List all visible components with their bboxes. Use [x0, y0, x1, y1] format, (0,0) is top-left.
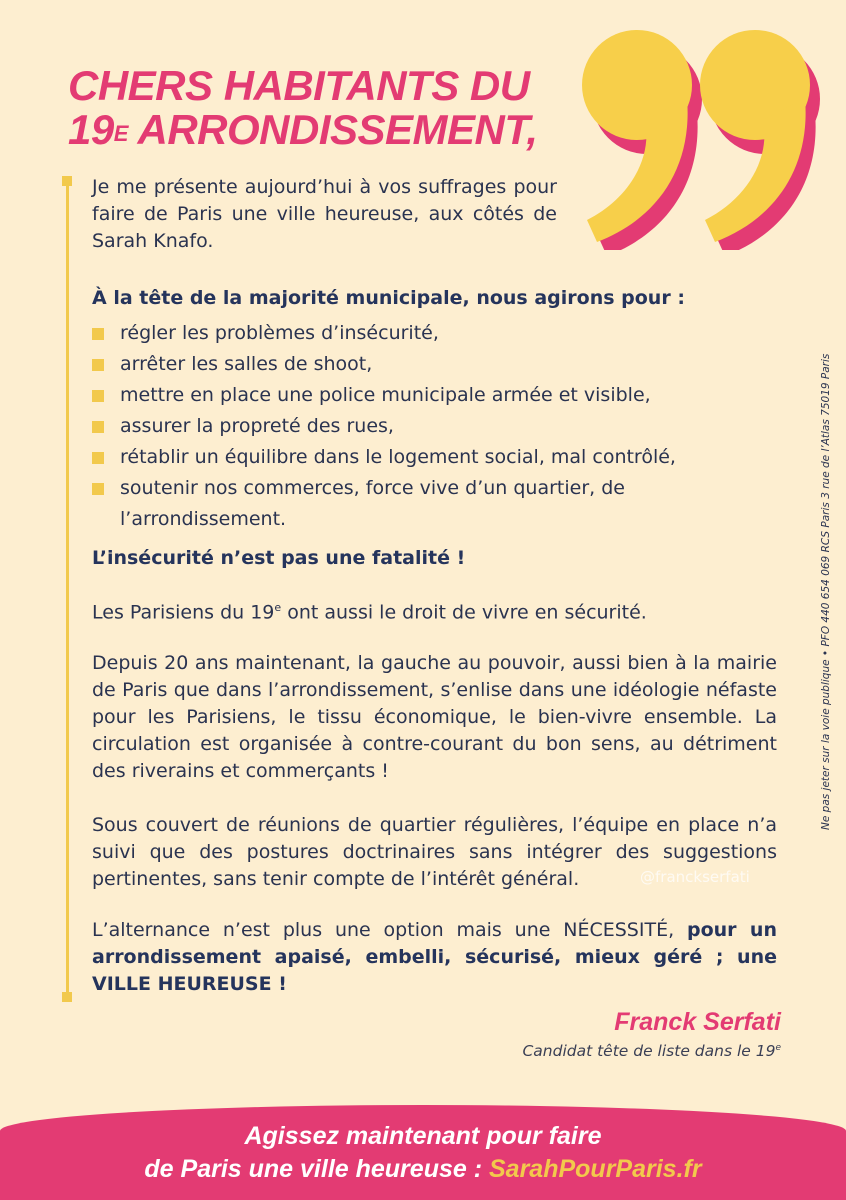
square-bullet-icon	[92, 328, 104, 340]
square-bullet-icon	[92, 359, 104, 371]
title-line-1: CHERS HABITANTS DU	[68, 62, 530, 109]
left-policy-paragraph: Depuis 20 ans maintenant, la gauche au pouvoir, aussi bien à la mairie de Paris que dans l’arrondissement, s’enlise dans une idéologie néfaste pour les Parisiens, le tissu économique, le bien-vivre ensemble. La circulation est organisée à contre-courant du bon sens, au détriment des riverains et commerçants !	[92, 652, 777, 782]
title-superscript: E	[113, 121, 128, 146]
square-bullet-icon	[92, 452, 104, 464]
accent-vertical-line	[66, 180, 69, 1002]
list-item: arrêter les salles de shoot,	[92, 349, 752, 380]
alternance-paragraph: L’alternance n’est plus une option mais une NÉCESSITÉ, pour un arrondissement apaisé, embelli, sécurisé, mieux géré ; une VILLE HEUREUSE !	[92, 919, 777, 995]
signature-name: Franck Serfati	[614, 1008, 781, 1036]
signature-role: Candidat tête de liste dans le 19e	[522, 1042, 781, 1060]
legal-notice: Ne pas jeter sur la voie publique • PFO 440 654 069 RCS Paris 3 rue de l’Atlas 75019 Paris	[820, 353, 832, 830]
square-bullet-icon	[92, 390, 104, 402]
meetings-paragraph: Sous couvert de réunions de quartier régulières, l’équipe en place n’a suivi que des postures doctrinaires sans intégrer des suggestions pertinentes, sans tenir compte de l’intérêt général.	[92, 814, 777, 890]
title-line-2: ARRONDISSEMENT,	[127, 106, 538, 153]
list-item: assurer la propreté des rues,	[92, 411, 752, 442]
list-item: régler les problèmes d’insécurité,	[92, 318, 752, 349]
square-bullet-icon	[92, 421, 104, 433]
list-item: soutenir nos commerces, force vive d’un quartier, de l’arrondissement.	[92, 473, 680, 535]
closing-quote-icon	[575, 20, 825, 250]
accent-line-cap-bottom	[62, 992, 72, 1002]
square-bullet-icon	[92, 483, 104, 495]
list-item: mettre en place une police municipale armée et visible,	[92, 380, 752, 411]
right-to-safety-line: Les Parisiens du 19e ont aussi le droit de vivre en sécurité.	[92, 601, 647, 624]
title-number: 19	[68, 106, 114, 153]
majority-heading: À la tête de la majorité municipale, nous agirons pour :	[92, 287, 685, 309]
accent-line-cap-top	[62, 176, 72, 186]
campaign-website-link[interactable]: SarahPourParis.fr	[489, 1155, 702, 1183]
intro-paragraph: Je me présente aujourd’hui à vos suffrages pour faire de Paris une ville heureuse, aux côtés de Sarah Knafo.	[92, 176, 557, 252]
watermark: @franckserfati	[640, 868, 750, 886]
action-list	[92, 318, 752, 535]
page-title	[68, 64, 538, 152]
list-item: rétablir un équilibre dans le logement social, mal contrôlé,	[92, 442, 752, 473]
footer-banner-text: Agissez maintenant pour faire de Paris une ville heureuse : SarahPourParis.fr	[144, 1122, 702, 1183]
insecurity-heading: L’insécurité n’est pas une fatalité !	[92, 547, 466, 569]
